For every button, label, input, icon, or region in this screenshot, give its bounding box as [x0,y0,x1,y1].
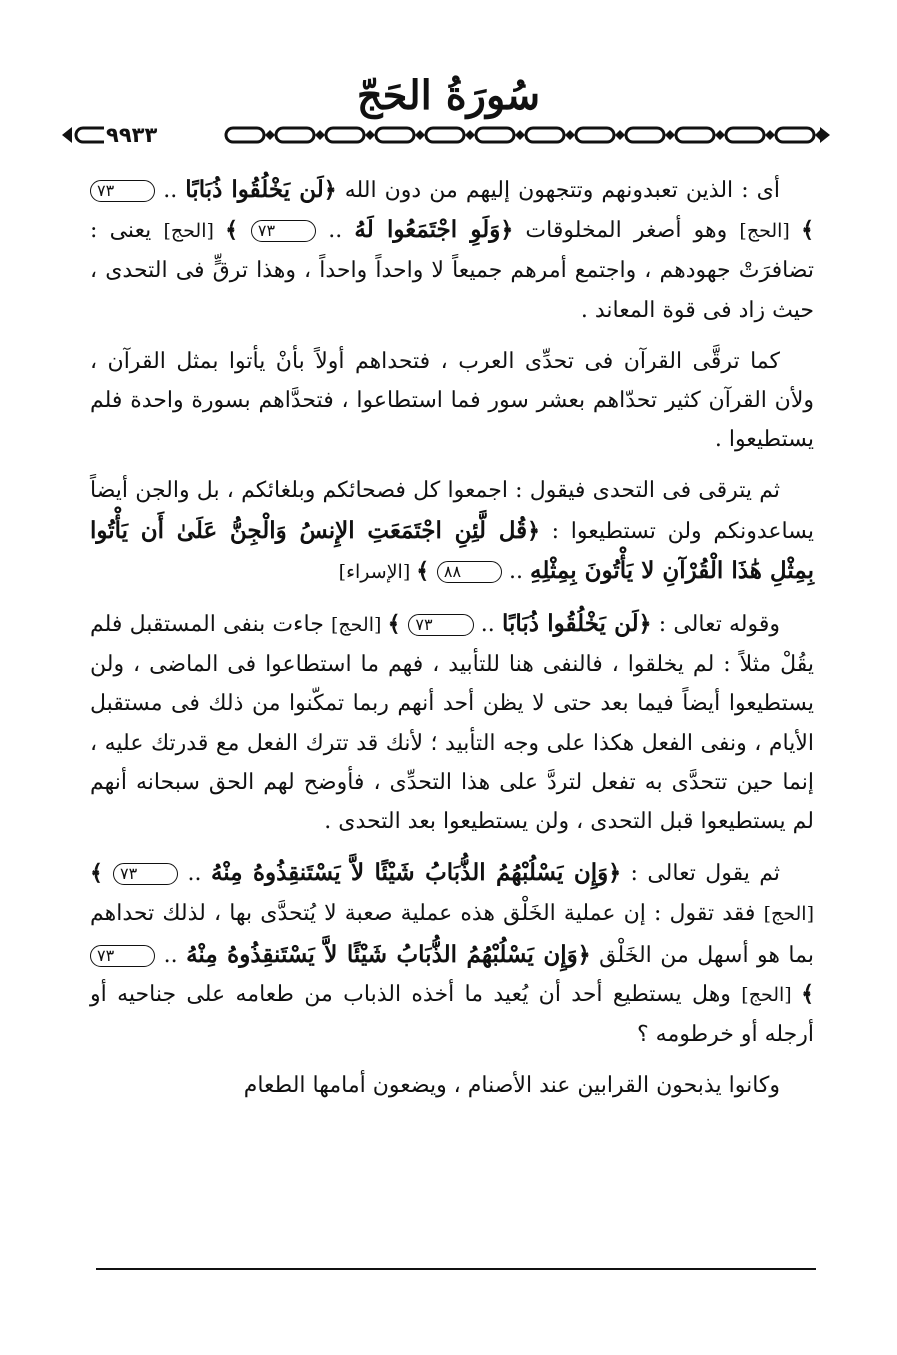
ornament-diamond [665,130,675,140]
surah-reference: [الحج] [163,220,226,243]
verse-bracket: ﴿ [577,941,591,968]
ayah-number-badge: ٨٨ [437,561,502,583]
surah-reference: [الإسراء] [338,560,417,583]
paragraph-text: وهو أصغر المخلوقات [513,218,740,244]
quran-verse: وَإِن يَسْلُبْهُمُ الذُّبَابُ شَيْئًا لاَّ يَسْتَنقِذُوهُ مِنْهُ [186,940,578,968]
quran-verse: وَلَوِ اجْتَمَعُوا لَهُ [354,216,501,244]
ornament-diamond [615,130,625,140]
quran-verse: لَن يَخْلُقُوا ذُبَابًا [501,610,639,638]
paragraph [90,1066,814,1105]
verse-bracket: ﴿ [323,177,337,203]
paragraph [90,604,814,841]
ornament-link [376,128,414,142]
paragraph-text: .. [178,861,211,887]
ornament-diamond [365,130,375,140]
paragraph-text: .. [502,558,531,584]
verse-bracket: ﴾ [416,557,437,584]
ornament-link [426,128,464,142]
paragraph-text: وقوله تعالى : [651,612,780,638]
paragraph-text: .. [155,942,187,968]
ornament-link [576,128,614,142]
header-ornament-border [62,124,830,146]
ornament-link [226,128,264,142]
ornament-diamond [315,130,325,140]
surah-reference: [الحج] [741,983,802,1006]
surah-title: سُورَةُ الحَجّ [356,72,541,119]
verse-bracket: ﴿ [638,611,652,638]
paragraph-text: وهل يستطيع أحد أن يُعيد ما أخذه الذباب من طعامه على جناحيه أو أرجله أو خرطومه ؟ [90,981,814,1048]
page-number: ٩٩٣٣ [106,123,158,147]
ornament-link [626,128,664,142]
paragraph [90,853,814,1054]
ornament-diamond [265,130,275,140]
ornament-link [776,128,814,142]
ayah-number-badge: ٧٣ [251,220,316,242]
ornament-end-left [62,127,72,143]
ayah-number-badge: ٧٣ [90,180,155,202]
ornament-link [476,128,514,142]
footer-rule [96,1268,816,1270]
ayah-number-badge: ٧٣ [113,863,178,885]
ornament-diamond [415,130,425,140]
surah-reference: [الحج] [739,220,802,243]
ornament-diamond [465,130,475,140]
ornament-link [276,128,314,142]
paragraph [90,342,814,460]
paragraph-text: ثم يترقى فى التحدى فيقول : اجمعوا كل فصحائكم وبلغائكم ، بل والجن أيضاً يساعدونكم ولن تستطيعوا : [90,478,814,544]
ornament-diamond [565,130,575,140]
paragraph-text: فقد تقول : إن عملية الخَلْق هذه عملية صعبة لا يُتحدَّى بها ، لذلك تحداهم بما هو أسهل من الخَلْق [90,901,814,968]
paragraph-text: جاءت بنفى المستقبل فلم يقُلْ مثلاً : لم يخلقوا ، فالنفى هنا للتأبيد ، فهم ما استطاعوا فى الماضى ، ولن يستطيعوا أيضاً فيما بعد حتى لا يظن أحد أنهم ربما تمكّنوا من ذلك فى مستقبل الأيام ، ونفى الفعل هكذا على وجه التأبيد ؛ لأنك قد تترك الفعل مع قدرتك عليه ، إنما حين تتحدَّى به تفعل لتردَّ على هذا التحدِّى ، فأوضح لهم الحق سبحانه أنهم لم يستطيعوا قبل التحدى ، ولن يستطيعوا بعد التحدى . [90,612,814,835]
paragraph [90,471,814,592]
ornament-diamond [765,130,775,140]
ornament-chain [62,124,830,146]
verse-bracket: ﴿ [608,860,622,887]
verse-bracket: ﴾ [801,980,814,1007]
paragraph-text: .. [155,178,186,203]
paragraph-text: .. [316,218,355,244]
paragraph-text: أى : الذين تعبدونهم وتتجهون إليهم من دون الله [336,178,780,203]
verse-bracket: ﴿ [527,517,541,544]
quran-verse: قُل لَّئِنِ اجْتَمَعَتِ الإِنسُ وَالْجِنُّ عَلَىٰ أَن يَأْتُوا بِمِثْلِ هَٰذَا الْقُرْآنِ لا يَأْتُونَ بِمِثْلِهِ [90,516,814,584]
ornament-link [526,128,564,142]
paragraph-text: .. [473,612,502,638]
ornament-link [676,128,714,142]
paragraph-text: وكانوا يذبحون القرابين عند الأصنام ، ويضعون أمامها الطعام [243,1073,780,1099]
verse-bracket: ﴾ [387,611,409,638]
ornament-diamond [515,130,525,140]
paragraph-text: يعنى : تضافرَتْ جهودهم ، واجتمع أمرهم جميعاً لا واحداً واحداً ، وهذا ترقٍّ فى التحدى ، حيث زاد فى قوة المعاند . [90,218,814,323]
verse-bracket: ﴾ [801,217,814,244]
paragraph-text: كما ترقَّى القرآن فى تحدِّى العرب ، فتحداهم أولاً بأنْ يأتوا بمثل القرآن ، ولأن القرآن كثير تحدّاهم بعشر سور فما استطاعوا ، فتحدَّاهم بسورة واحدة فلم يستطيعوا . [90,348,814,453]
ornament-diamond [715,130,725,140]
commentary-text [90,170,814,1105]
verse-bracket: ﴾ [225,217,251,244]
surah-reference: [الحج] [330,614,388,637]
verse-bracket: ﴾ [90,860,113,887]
ornament-link [326,128,364,142]
paragraph [90,170,814,330]
verse-bracket: ﴿ [500,217,514,244]
ayah-number-badge: ٧٣ [90,945,155,967]
paragraph-text: ثم يقول تعالى : [621,861,780,887]
ayah-number-badge: ٧٣ [408,614,473,636]
quran-verse: لَن يَخْلُقُوا ذُبَابًا [185,176,324,203]
ornament-link [726,128,764,142]
surah-reference: [الحج] [763,903,814,926]
quran-verse: وَإِن يَسْلُبْهُمُ الذُّبَابُ شَيْئًا لاَّ يَسْتَنقِذُوهُ مِنْهُ [210,859,609,887]
